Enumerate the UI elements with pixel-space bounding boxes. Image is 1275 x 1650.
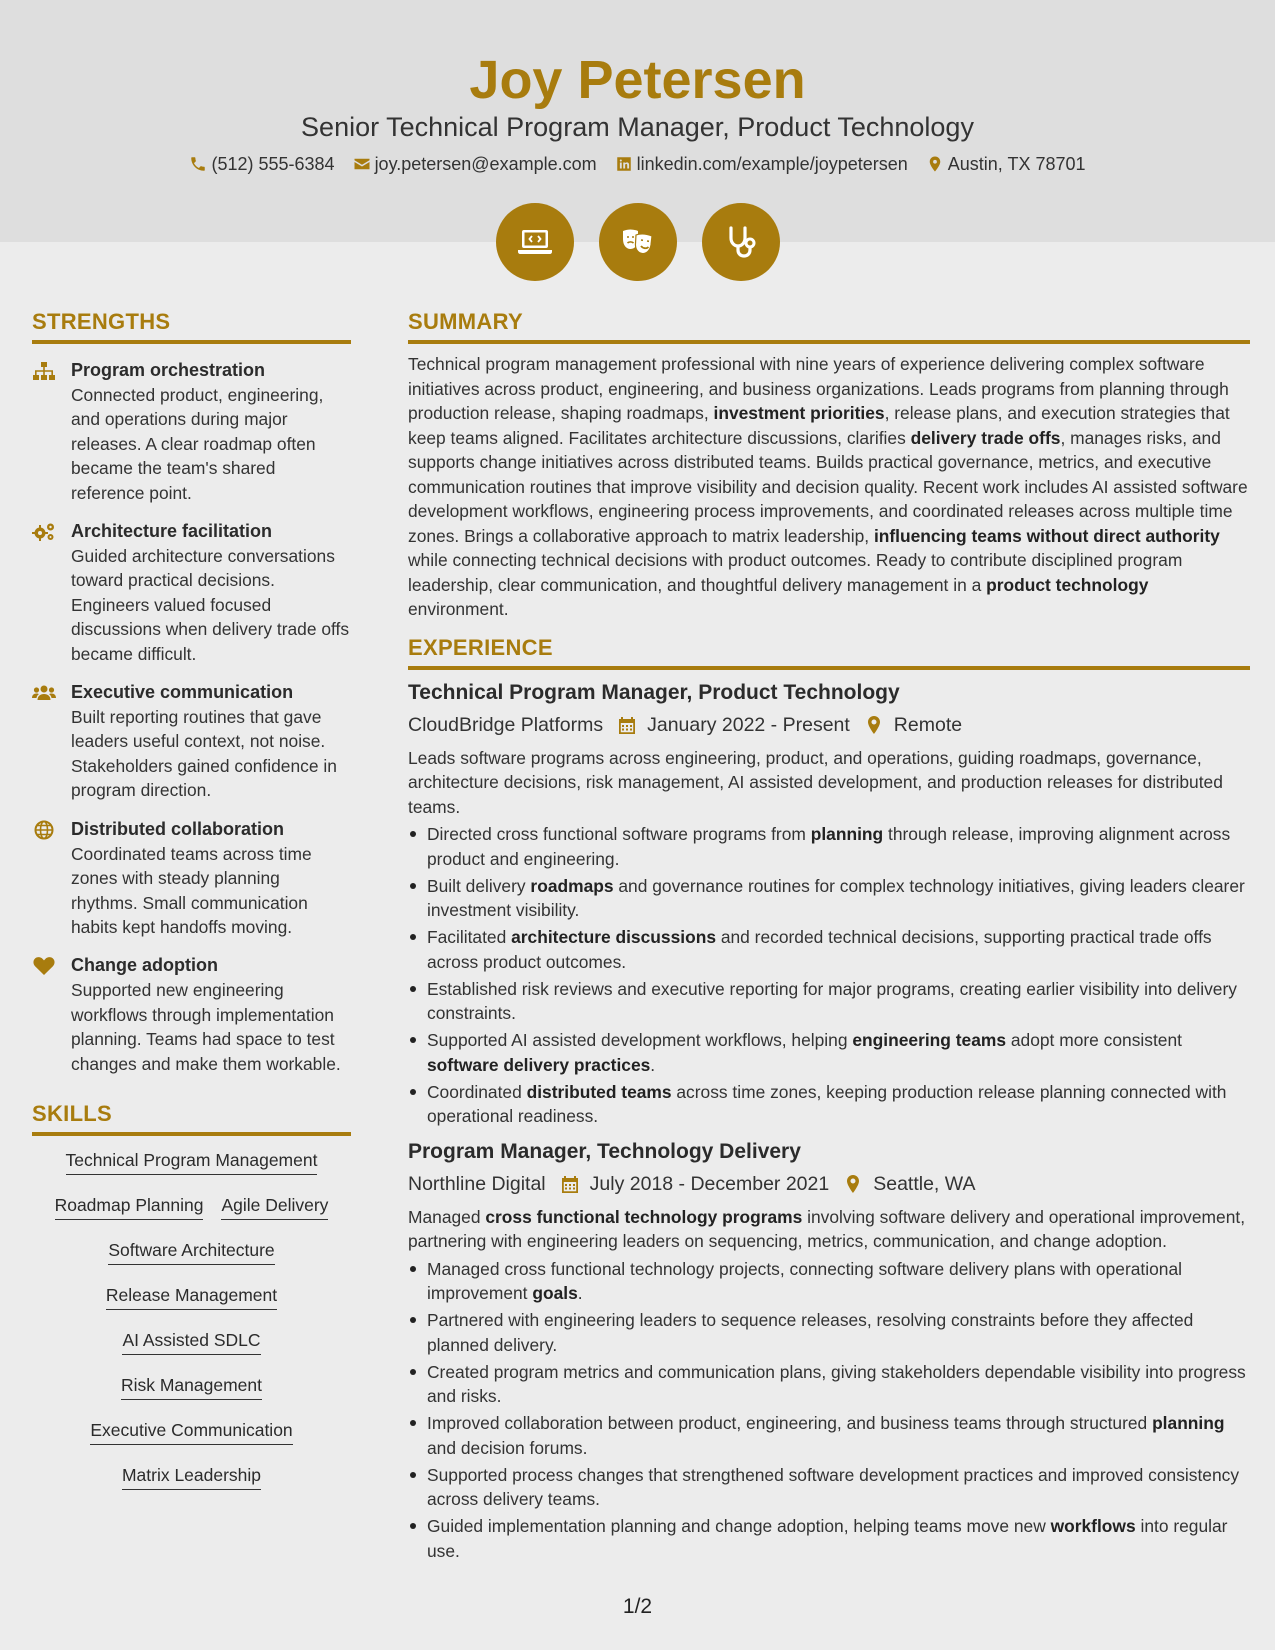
strength-item — [32, 519, 351, 666]
strength-item — [32, 817, 351, 940]
job-description: Managed cross functional technology programs involving software delivery and operational improvement, partnering with engineering leaders on sequencing, metrics, communication, and change adoption. — [408, 1206, 1246, 1251]
job-meta — [408, 710, 1250, 740]
calendar-icon — [617, 715, 637, 735]
envelope-icon — [353, 155, 371, 173]
summary-heading: SUMMARY — [408, 308, 1250, 344]
left-column — [32, 308, 351, 1490]
bullet-item: Improved collaboration between product, engineering, and business teams through structured planning and decision forums. — [408, 1411, 1250, 1460]
emphasis-text: planning — [1152, 1413, 1225, 1433]
summary-text: Technical program management professional with nine years of experience delivering complex software initiatives across product, engineering, and business organizations. Leads programs from planning through production release, shaping roadmaps, investment priorities, release plans, and execution strategies that keep teams aligned. Facilitates architecture discussions, clarifies delivery trade offs, manages risks, and supports change initiatives across distributed teams. Builds practical governance, metrics, and executive communication routines that improve visibility and decision quality. Recent work includes AI assisted software development workflows, engineering process improvements, and coordinated releases across multiple time zones. Brings a collaborative approach to matrix leadership, influencing teams without direct authority while connecting technical decisions with product outcomes. Ready to contribute disciplined program leadership, clear communication, and thoughtful delivery management in a product technology environment. — [408, 354, 1248, 619]
bullet-item: Established risk reviews and executive reporting for major programs, creating earlier visibility into delivery constraints. — [408, 977, 1250, 1026]
phone-icon — [189, 155, 207, 173]
emphasis-text: planning — [810, 824, 884, 844]
stethoscope-badge — [702, 203, 780, 281]
strength-title: Architecture facilitation — [71, 521, 273, 542]
job-entry — [408, 678, 1250, 1129]
job-company: Northline Digital — [408, 1172, 546, 1195]
emphasis-text: influencing teams without direct authority — [873, 525, 1220, 546]
candidate-title: Senior Technical Program Manager, Product Technology — [301, 112, 974, 142]
strength-desc: Built reporting routines that gave leaders useful context, not noise. Stakeholders gained confidence in program direction. — [71, 707, 337, 801]
emphasis-text: workflows — [1050, 1516, 1136, 1536]
emphasis-text: roadmaps — [530, 875, 614, 896]
candidate-name: Joy Petersen — [469, 50, 806, 110]
contact-phone — [189, 151, 334, 177]
skill-tag: Roadmap Planning — [55, 1193, 204, 1220]
bullet-item: Managed cross functional technology projects, connecting software delivery plans with operational improvement goals. — [408, 1257, 1250, 1306]
page-number: 1/2 — [622, 1595, 653, 1618]
job-dates: January 2022 - Present — [647, 713, 850, 736]
job-bullets — [408, 822, 1250, 1129]
skill-tag: AI Assisted SDLC — [122, 1328, 260, 1355]
emphasis-text: cross functional technology programs — [485, 1206, 803, 1227]
strength-desc: Connected product, engineering, and operations during major releases. A clear roadmap often became the team's shared reference point. — [71, 385, 324, 503]
contact-bar — [0, 151, 1275, 177]
laptop-code-icon — [515, 222, 555, 262]
contact-location — [926, 151, 1086, 177]
bullet-item: Supported process changes that strengthened software development practices and improved consistency across delivery teams. — [408, 1463, 1250, 1512]
emphasis-text: distributed teams — [526, 1081, 672, 1102]
bullet-item: Partnered with engineering leaders to sequence releases, resolving constraints before they affected planned delivery. — [408, 1308, 1250, 1357]
calendar-icon — [560, 1174, 580, 1194]
resume-header — [0, 0, 1275, 242]
strength-title: Executive communication — [71, 682, 294, 703]
bullet-item: Created program metrics and communication plans, giving stakeholders dependable visibility into progress and risks. — [408, 1360, 1250, 1409]
job-title: Technical Program Manager, Product Technology — [408, 680, 900, 704]
contact-email[interactable] — [353, 151, 597, 177]
job-entry — [408, 1137, 1250, 1564]
job-meta — [408, 1169, 1250, 1199]
theater-masks-icon — [618, 222, 658, 262]
strength-item — [32, 953, 351, 1076]
job-location: Remote — [893, 713, 963, 736]
emphasis-text: investment priorities — [713, 403, 885, 423]
strength-title: Program orchestration — [71, 360, 266, 380]
users-icon — [32, 683, 56, 703]
strength-item — [32, 680, 351, 803]
globe-icon — [32, 820, 56, 840]
skill-tag: Technical Program Management — [66, 1148, 318, 1175]
strength-desc: Coordinated teams across time zones with steady planning rhythms. Small communication habits kept handoffs moving. — [71, 843, 312, 937]
job-description: Leads software programs across engineering, product, and operations, guiding roadmaps, governance, architecture decisions, risk management, AI assisted development, and production releases for distributed teams. — [408, 747, 1223, 817]
job-title: Program Manager, Technology Delivery — [408, 1139, 801, 1163]
strength-item — [32, 358, 351, 505]
sitemap-icon — [32, 361, 56, 381]
experience-heading: EXPERIENCE — [408, 634, 1250, 670]
skill-tag: Software Architecture — [108, 1238, 274, 1265]
bullet-item: Coordinated distributed teams across time zones, keeping production release planning connected with operational readiness. — [408, 1080, 1250, 1129]
skills-heading: SKILLS — [32, 1100, 351, 1136]
job-dates: July 2018 - December 2021 — [589, 1172, 830, 1195]
job-location: Seattle, WA — [873, 1172, 976, 1195]
emphasis-text: engineering teams — [852, 1030, 1007, 1050]
strength-title: Change adoption — [71, 955, 218, 976]
job-company: CloudBridge Platforms — [408, 713, 604, 736]
skill-tag: Matrix Leadership — [122, 1463, 261, 1490]
bullet-item: Built delivery roadmaps and governance routines for complex technology initiatives, giving leaders clearer investment visibility. — [408, 874, 1250, 923]
bullet-item: Facilitated architecture discussions and recorded technical decisions, supporting practical trade offs across product outcomes. — [408, 925, 1250, 974]
map-marker-icon — [843, 1174, 863, 1194]
skill-tag: Agile Delivery — [221, 1193, 328, 1220]
linkedin-icon — [615, 155, 633, 173]
heart-icon — [32, 956, 56, 976]
skills-list — [32, 1148, 351, 1490]
cogs-icon — [32, 522, 56, 542]
email-text[interactable]: joy.petersen@example.com — [374, 154, 597, 174]
stethoscope-icon — [721, 222, 761, 262]
right-column — [408, 308, 1250, 1566]
emphasis-text: architecture discussions — [511, 927, 716, 947]
emphasis-text: goals — [532, 1283, 578, 1303]
linkedin-text[interactable]: linkedin.com/example/joypetersen — [636, 154, 908, 174]
laptop-code-badge — [496, 203, 574, 281]
interest-badges — [0, 203, 1275, 281]
job-bullets — [408, 1257, 1250, 1564]
skill-tag: Executive Communication — [90, 1418, 292, 1445]
contact-linkedin[interactable] — [615, 151, 908, 177]
strength-desc: Supported new engineering workflows through implementation planning. Teams had space to test changes and make them workable. — [71, 980, 341, 1074]
emphasis-text: delivery trade offs — [910, 427, 1061, 448]
emphasis-text: software delivery practices — [427, 1054, 651, 1075]
strength-desc: Guided architecture conversations toward practical decisions. Engineers valued focused discussions when delivery trade offs became difficult. — [71, 546, 350, 664]
bullet-item: Guided implementation planning and change adoption, helping teams move new workflows into regular use. — [408, 1514, 1250, 1563]
skill-tag: Risk Management — [121, 1373, 262, 1400]
map-marker-icon — [864, 715, 884, 735]
location-text: Austin, TX 78701 — [947, 154, 1086, 174]
theater-masks-badge — [599, 203, 677, 281]
bullet-item: Directed cross functional software programs from planning through release, improving alignment across product and engineering. — [408, 822, 1250, 871]
skill-tag: Release Management — [106, 1283, 277, 1310]
strength-title: Distributed collaboration — [71, 818, 285, 839]
emphasis-text: product technology — [986, 574, 1149, 595]
strengths-heading: STRENGTHS — [32, 308, 351, 344]
bullet-item: Supported AI assisted development workflows, helping engineering teams adopt more consistent software delivery practices. — [408, 1028, 1250, 1077]
map-marker-icon — [926, 155, 944, 173]
phone-text: (512) 555-6384 — [211, 154, 335, 174]
